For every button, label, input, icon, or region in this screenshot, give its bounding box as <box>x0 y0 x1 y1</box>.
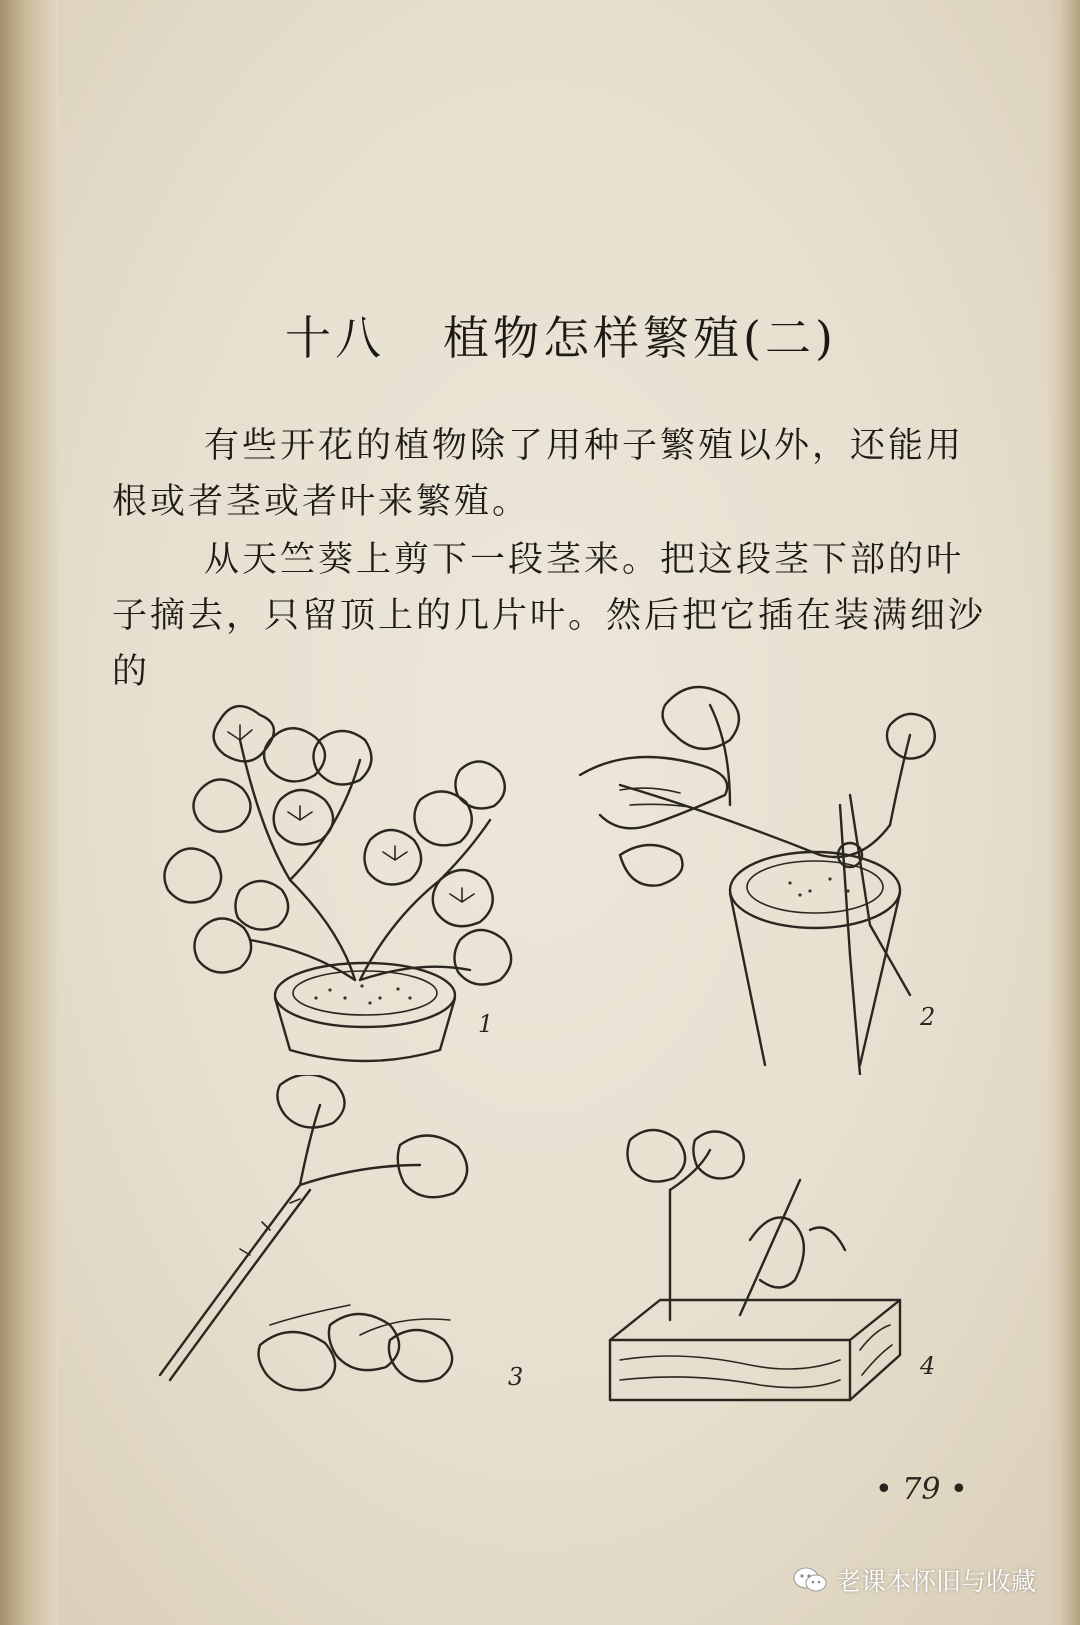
page-number: • 79 • <box>875 1472 968 1507</box>
figure-4-planting-in-sand <box>600 1110 960 1410</box>
figure-2-label: 2 <box>920 1003 936 1031</box>
watermark-text: 老课本怀旧与收藏 <box>836 1567 1037 1596</box>
figure-4-label: 4 <box>920 1352 936 1380</box>
lesson-title <box>285 302 845 368</box>
lesson-title-text: 植物怎样繁殖(二) <box>443 311 837 365</box>
page-edge-shadow <box>1046 0 1080 1625</box>
figure-2-cutting-stem <box>560 665 960 1075</box>
wechat-icon <box>792 1565 828 1595</box>
lesson-number: 十八 <box>285 311 385 365</box>
figure-3-label: 3 <box>508 1363 524 1391</box>
prepared-cutting-illustration <box>150 1075 530 1405</box>
figure-1-potted-geranium <box>140 680 540 1080</box>
planting-in-sandbox-illustration <box>600 1110 960 1410</box>
watermark <box>792 1560 1036 1600</box>
figure-3-prepared-cutting <box>150 1075 530 1405</box>
paragraph-2: 从天竺葵上剪下一段茎来。把这段茎下部的叶子摘去，只留顶上的几片叶。然后把它插在装满细沙的 <box>112 540 987 692</box>
figure-1-label: 1 <box>478 1010 494 1038</box>
paragraph-1: 有些开花的植物除了用种子繁殖以外，还能用根或者茎或者叶来繁殖。 <box>112 426 965 522</box>
book-spine-shadow <box>0 0 58 1625</box>
cutting-with-shears-illustration <box>560 665 960 1075</box>
